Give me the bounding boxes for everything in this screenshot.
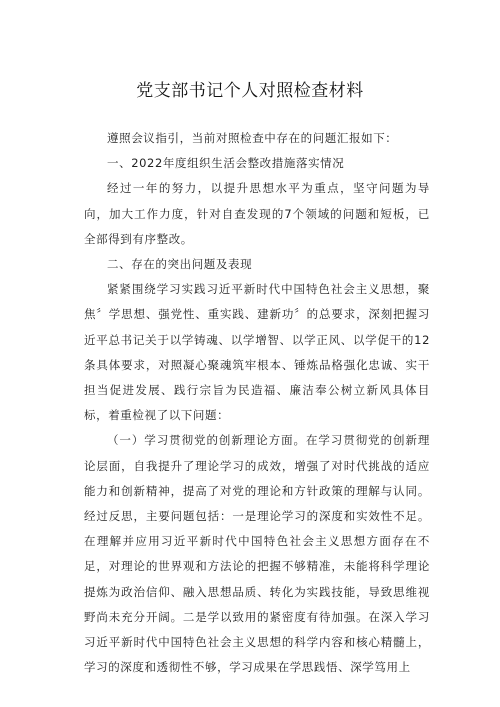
subsection-1-paragraph: （一）学习贯彻党的创新理论方面。在学习贯彻党的创新理论层面，自我提升了理论学习的成效，增强了对时代挑战的适应能力和创新精神，提高了对党的理论和方针政策的理解与认同。经过反思，主要问题包括：一是理论学习的深度和实效性不足。在理解并应用习近平新时代中国特色社会主义思想方面存在不足，对理论的世界观和方法论的把握不够精准，未能将科学理论提炼为政治信仰、融入思想品质、转化为实践技能，导致思维视野尚未充分开阔。二是学以致用的紧密度有待加强。在深入学习习近平新时代中国特色社会主义思想的科学内容和核心精髓上，学习的深度和透彻性不够，学习成果在学思践悟、深学笃用上	[84, 433, 430, 675]
section-1-paragraph: 经过一年的努力，以提升思想水平为重点，坚守问题为导向，加大工作力度，针对自查发现的7个领域的问题和短板，已全部得到有序整改。	[84, 181, 430, 246]
section-2-paragraph: 紧紧围绕学习实践习近平新时代中国特色社会主义思想，聚焦〞学思想、强党性、重实践、建新功〞的总要求，深刻把握习近平总书记关于以学铸魂、以学增智、以学正风、以学促干的12条具体要求，对照凝心聚魂筑牢根本、锤炼品格强化忠诚、实干担当促进发展、践行宗旨为民造福、廉洁奉公树立新风具体目标，着重检视了以下问题：	[84, 282, 430, 423]
document-title: 党支部书记个人对照检查材料	[136, 81, 364, 101]
intro-paragraph: 遵照会议指引，当前对照检查中存在的问题汇报如下：	[107, 131, 398, 145]
document-body	[84, 126, 430, 680]
section-heading-1: 一、2022年度组织生活会整改措施落实情况	[107, 156, 345, 171]
section-heading-2: 二、存在的突出问题及表现	[107, 257, 253, 272]
